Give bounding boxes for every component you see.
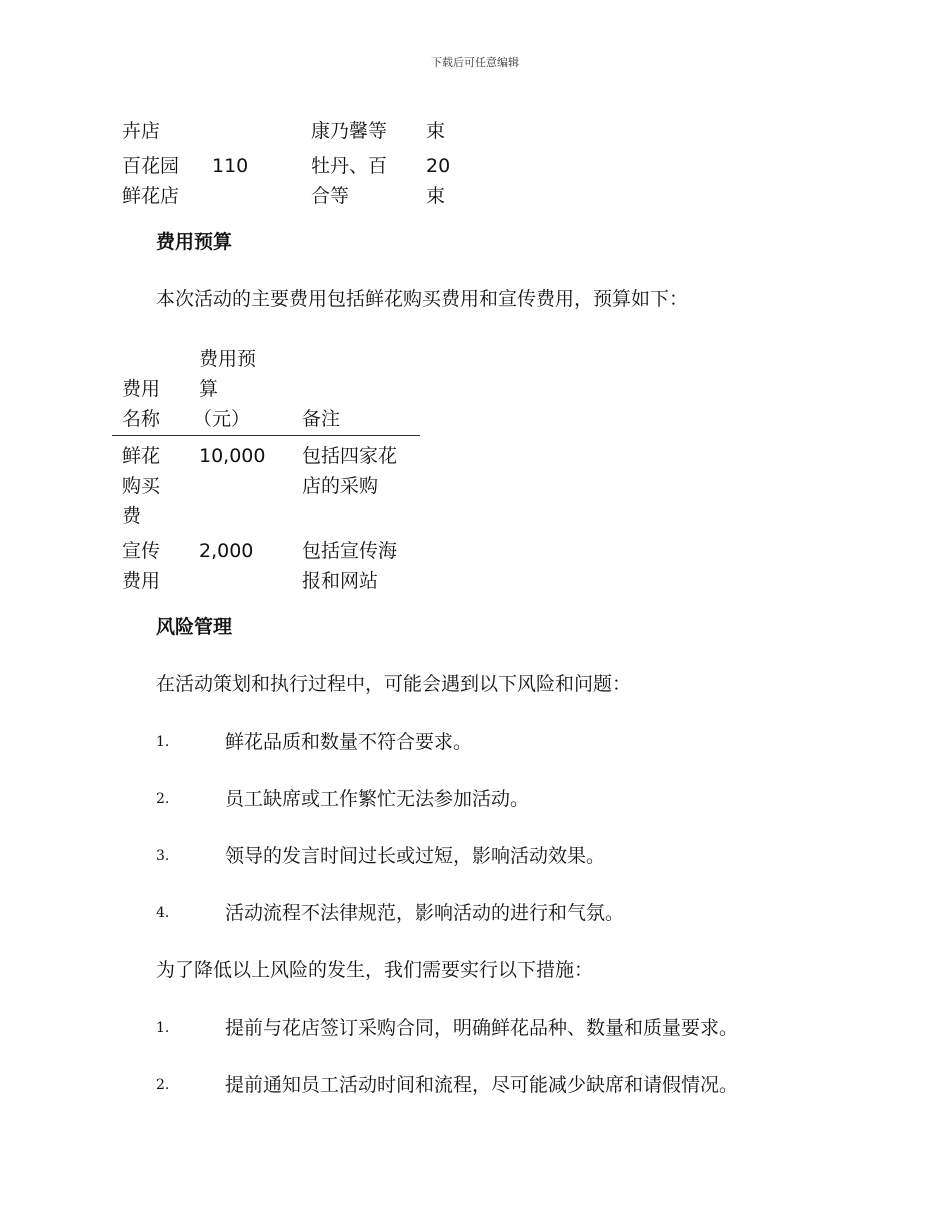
budget-col-header: 备注: [302, 408, 341, 430]
list-item-number: 4.: [156, 905, 170, 921]
store-unit-cell: 束: [426, 185, 446, 207]
budget-col-header: 费用: [122, 378, 161, 400]
store-flowers-cell: 牡丹、百: [311, 155, 388, 177]
budget-name-cell: 宣传: [122, 540, 161, 562]
store-flowers-cell: 合等: [311, 185, 350, 207]
list-item-number: 1.: [156, 1020, 170, 1036]
budget-name-cell: 费用: [122, 570, 161, 592]
budget-note-cell: 包括四家花: [302, 445, 398, 467]
budget-intro: 本次活动的主要费用包括鲜花购买费用和宣传费用，预算如下：: [156, 288, 689, 310]
budget-name-cell: 鲜花: [122, 445, 161, 467]
list-item: 鲜花品质和数量不符合要求。: [225, 731, 473, 753]
budget-note-cell: 报和网站: [302, 570, 379, 592]
budget-name-cell: 费: [122, 505, 142, 527]
budget-amount-cell: 2,000: [199, 540, 254, 562]
list-item: 领导的发言时间过长或过短，影响活动效果。: [225, 845, 606, 867]
budget-col-header: 名称: [122, 408, 161, 430]
measures-intro: 为了降低以上风险的发生，我们需要实行以下措施：: [156, 959, 594, 981]
risk-heading: 风险管理: [156, 616, 233, 638]
budget-col-header: 算: [199, 378, 219, 400]
list-item-number: 2.: [156, 1077, 170, 1093]
list-item: 活动流程不法律规范，影响活动的进行和气氛。: [225, 902, 625, 924]
table-rule: [112, 435, 420, 436]
store-flowers-cell: 康乃馨等: [311, 120, 388, 142]
store-unit-cell: 束: [426, 120, 446, 142]
budget-col-header: 费用预: [199, 348, 257, 370]
list-item-number: 2.: [156, 791, 170, 807]
store-unit-cell: 20: [426, 155, 451, 177]
budget-amount-cell: 10,000: [199, 445, 266, 467]
list-item: 提前通知员工活动时间和流程，尽可能减少缺席和请假情况。: [225, 1074, 739, 1096]
budget-heading: 费用预算: [156, 231, 233, 253]
store-count-cell: 110: [212, 155, 249, 177]
budget-col-header: （元）: [193, 408, 251, 430]
store-name-cell: 鲜花店: [122, 185, 180, 207]
store-name-cell: 百花园: [122, 155, 180, 177]
list-item: 提前与花店签订采购合同，明确鲜花品种、数量和质量要求。: [225, 1017, 739, 1039]
risk-intro: 在活动策划和执行过程中，可能会遇到以下风险和问题：: [156, 673, 632, 695]
list-item: 员工缺席或工作繁忙无法参加活动。: [225, 788, 530, 810]
budget-note-cell: 店的采购: [302, 475, 379, 497]
budget-name-cell: 购买: [122, 475, 161, 497]
list-item-number: 1.: [156, 734, 170, 750]
store-name-cell: 卉店: [122, 120, 161, 142]
budget-note-cell: 包括宣传海: [302, 540, 398, 562]
page-header: 下载后可任意编辑: [431, 56, 519, 69]
list-item-number: 3.: [156, 848, 170, 864]
